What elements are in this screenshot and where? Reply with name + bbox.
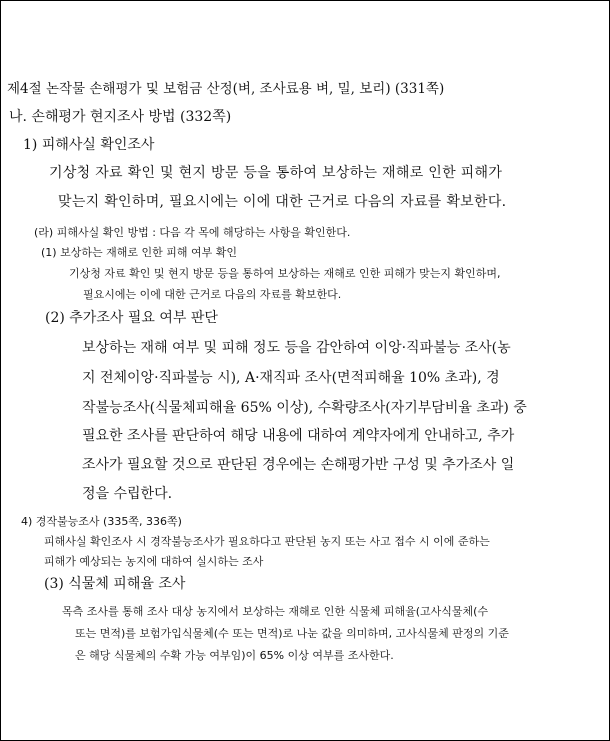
- section2-body-line: 지 전체이앙·직파불능 시), A·재직파 조사(면적피해율 10% 초과), 경: [82, 370, 500, 386]
- section4-heading: 4) 경작불능조사 (335쪽, 336쪽): [21, 515, 182, 528]
- section4-body-line: 피해사실 확인조사 시 경작불능조사가 필요하다고 판단된 농지 또는 사고 접수 시 이에 준하는: [44, 535, 490, 548]
- section-ra-subheading: (1) 보상하는 재해로 인한 피해 여부 확인: [41, 246, 237, 259]
- section3-body-line: 은 해당 식물체의 수확 가능 여부임)이 65% 이상 여부를 조사한다.: [75, 649, 394, 662]
- section3-body-line: 또는 면적)를 보험가입식물체(수 또는 면적)로 나눈 값을 의미하며, 고사식물체 판정의 기준: [75, 627, 509, 640]
- section-ra-body-line: 필요시에는 이에 대한 근거로 다음의 자료를 확보한다.: [83, 288, 342, 301]
- section2-body-line: 정을 수립한다.: [82, 486, 173, 502]
- section-ra-heading: (라) 피해사실 확인 방법 : 다음 각 목에 해당하는 사항을 확인한다.: [34, 226, 351, 239]
- section1-heading: 1) 피해사실 확인조사: [23, 137, 155, 153]
- section1-body-line: 맞는지 확인하며, 필요시에는 이에 대한 근거로 다음의 자료를 확보한다.: [58, 194, 507, 210]
- section-title: 나. 손해평가 현지조사 방법 (332쪽): [9, 109, 232, 125]
- section-ra-body-line: 기상청 자료 확인 및 현지 방문 등을 통하여 보상하는 재해로 인한 피해가 맞는지 확인하며,: [69, 267, 501, 280]
- section2-body-line: 필요한 조사를 판단하여 해당 내용에 대하여 계약자에게 안내하고, 추가: [82, 428, 515, 444]
- section2-body-line: 작불능조사(식물체피해율 65% 이상), 수확량조사(자기부담비율 초과) 중: [82, 400, 527, 416]
- section3-heading: (3) 식물체 피해율 조사: [44, 576, 186, 592]
- section2-body-line: 조사가 필요할 것으로 판단된 경우에는 손해평가반 구성 및 추가조사 일: [82, 457, 515, 473]
- section1-body-line: 기상청 자료 확인 및 현지 방문 등을 통하여 보상하는 재해로 인한 피해가: [49, 165, 503, 181]
- chapter-title: 제4절 논작물 손해평가 및 보험금 산정(벼, 조사료용 벼, 밀, 보리) (331쪽): [7, 81, 445, 97]
- section2-heading: (2) 추가조사 필요 여부 판단: [45, 310, 218, 326]
- section2-body-line: 보상하는 재해 여부 및 피해 정도 등을 감안하여 이앙·직파불능 조사(농: [82, 340, 511, 356]
- section3-body-line: 목측 조사를 통해 조사 대상 농지에서 보상하는 재해로 인한 식물체 피해율(고사식물체(수: [62, 605, 489, 618]
- section4-body-line: 피해가 예상되는 농지에 대하여 실시하는 조사: [44, 555, 264, 568]
